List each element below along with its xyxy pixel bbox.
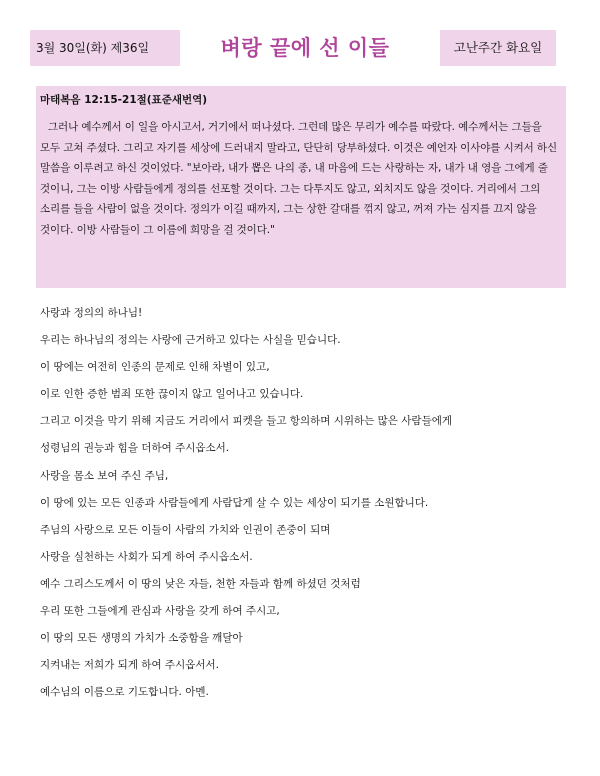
prayer-list (40, 300, 580, 706)
prayer-line: 사랑과 정의의 하나님! (40, 307, 143, 319)
prayer-line: 주님의 사랑으로 모든 이들이 사람의 가치와 인권이 존중이 되며 (40, 523, 331, 536)
scripture-reference: 마태복음 12:15-21절(표준새번역) (40, 94, 208, 106)
prayer-line: 이 땅에 있는 모든 인종과 사람들에게 사람답게 살 수 있는 세상이 되기를 소원합니다. (40, 496, 429, 509)
prayer-line: 사랑을 몸소 보여 주신 주님, (40, 469, 169, 482)
week-label: 고난주간 화요일 (440, 30, 556, 66)
prayer-line: 예수님의 이름으로 기도합니다. 아멘. (40, 686, 209, 699)
prayer-line: 우리 또한 그들에게 관심과 사랑을 갖게 하여 주시고, (40, 605, 280, 618)
prayer-line: 이 땅에는 여전히 인종의 문제로 인해 차별이 있고, (40, 361, 270, 374)
prayer-line: 이로 인한 증한 범죄 또한 끊이지 않고 일어나고 있습니다. (40, 388, 304, 401)
date-label: 3월 30일(화) 제36일 (30, 30, 180, 66)
scripture-text: 그러나 예수께서 이 일을 아시고서, 거기에서 떠나셨다. 그런데 많은 무리가 예수를 따랐다. 예수께서는 그들을 모두 고쳐 주셨다. 그리고 자기를 세상에 드러내지 말라고, 단단히 당부하셨다. 이것은 예언자 이사야를 시켜서 하신 말씀을 이루려고 하신 것이었다. "보아라, 내가 뽑은 나의 종, 내 마음에 드는 사랑하는 자, 내가 내 영을 그에게 줄 것이니, 그는 이방 사람들에게 정의를 선포할 것이다. 그는 다투지도 않고, 외치지도 않을 것이다. 거리에서 그의 소리를 들을 사람이 없을 것이다. 정의가 이길 때까지, 그는 상한 갈대를 꺾지 않고, 꺼져 가는 심지를 끄지 않을 것이다. 이방 사람들이 그 이름에 희망을 걸 것이다." (40, 121, 558, 236)
prayer-line: 사랑을 실천하는 사회가 되게 하여 주시옵소서. (40, 550, 253, 563)
prayer-line: 성령님의 권능과 힘을 더하여 주시옵소서. (40, 442, 230, 455)
scripture-box (36, 86, 566, 288)
prayer-line: 지켜내는 저희가 되게 하여 주시옵서서. (40, 659, 219, 672)
page-title: 벼랑 끝에 선 이들 (220, 36, 390, 60)
prayer-line: 예수 그리스도께서 이 땅의 낮은 자들, 천한 자들과 함께 하셨던 것처럼 (40, 577, 361, 590)
prayer-line: 이 땅의 모든 생명의 가치가 소중함을 깨달아 (40, 632, 243, 645)
prayer-line: 우리는 하나님의 정의는 사랑에 근거하고 있다는 사실을 믿습니다. (40, 334, 341, 347)
prayer-line: 그리고 이것을 막기 위해 지금도 거리에서 피켓을 들고 항의하며 시위하는 많은 사람들에게 (40, 415, 453, 428)
